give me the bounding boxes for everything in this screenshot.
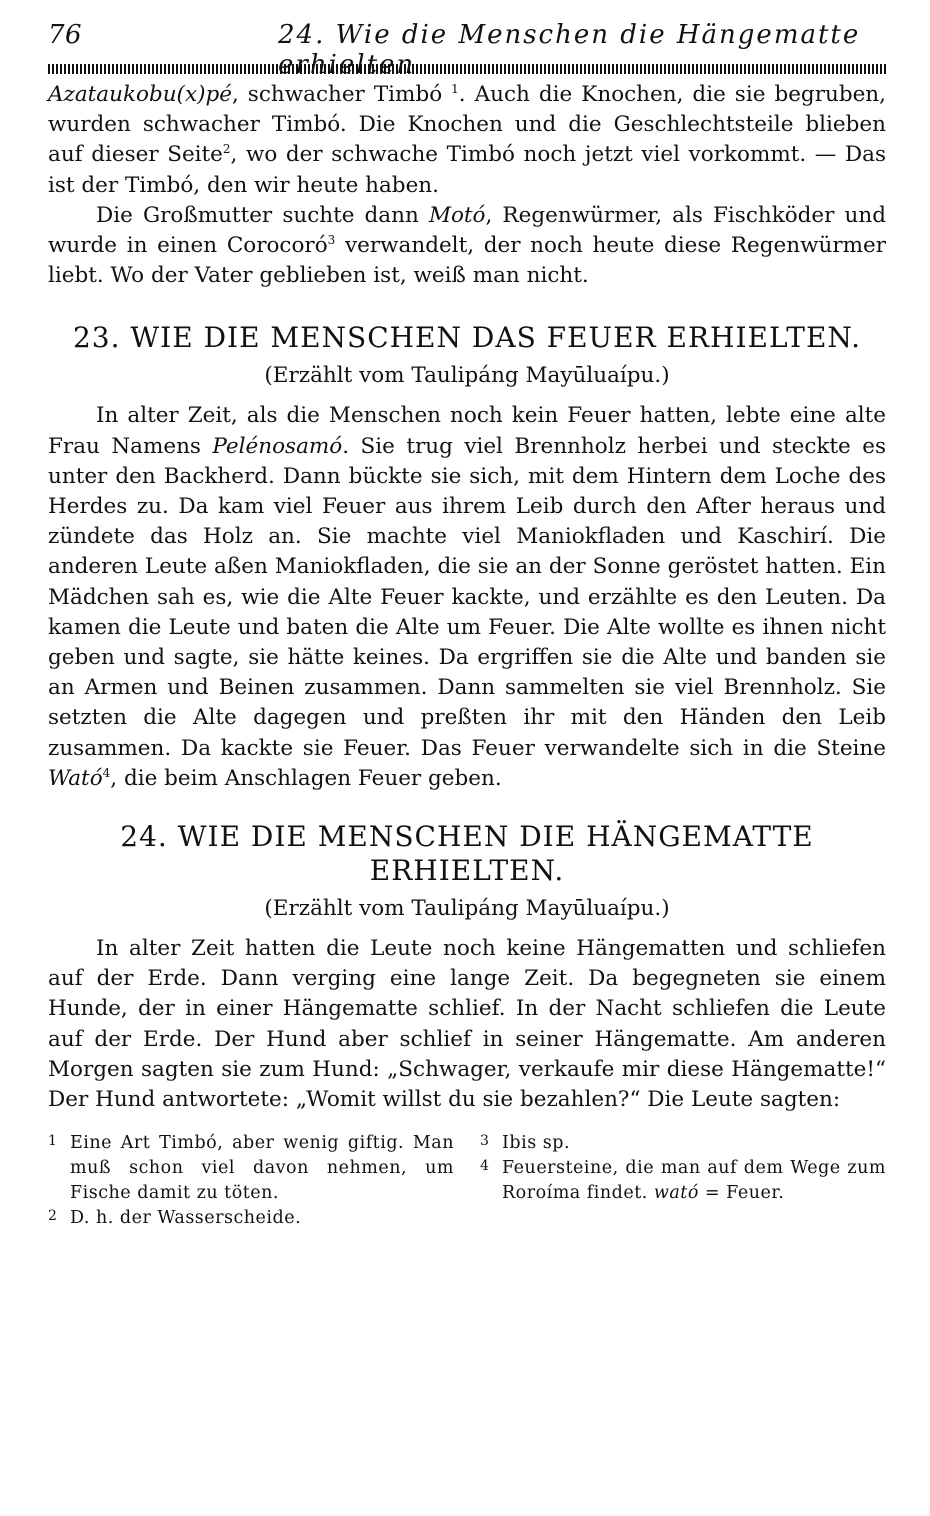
section-title-24	[48, 820, 886, 888]
paragraph-intro-2	[48, 201, 886, 292]
footnote-1	[48, 1131, 454, 1206]
footnote-mark: 2	[48, 1208, 58, 1225]
footnote-text: D. h. der Wasserscheide.	[70, 1208, 302, 1229]
paragraph-story-23	[48, 401, 886, 794]
text-span: , Regenwürmer, als Fischköder und wurde in einen Corocoró	[48, 202, 886, 259]
footnote-mark: 1	[48, 1133, 58, 1150]
section-title-24-line1: 24. WIE DIE MENSCHEN DIE HÄNGEMATTE	[120, 820, 814, 854]
footnote-4	[480, 1156, 886, 1206]
footnote-ref[interactable]: 3	[327, 232, 336, 247]
text-span: . Auch die Knochen, die sie begruben, wurden schwacher Timbó. Die Knochen und die Geschlechtsteile blieben auf dieser Seite	[48, 82, 886, 168]
footnotes	[48, 1131, 886, 1231]
text-span: verwandelt, der noch heute diese Regenwürmer liebt. Wo der Vater geblieben ist, weiß man nicht.	[48, 233, 886, 289]
text-span: = Feuer.	[698, 1183, 785, 1204]
footnote-3	[480, 1131, 886, 1156]
running-title: 24. Wie die Menschen die Hängematte erhielten	[278, 20, 861, 80]
footnote-mark: 4	[480, 1158, 490, 1175]
text-span: In alter Zeit, als die Menschen noch kein Feuer hatten, lebte eine alte Frau Namens	[48, 403, 886, 459]
footnotes-right-column	[480, 1131, 886, 1231]
text-span: . Sie trug viel Brennholz herbei und steckte es unter den Backherd. Dann bückte sie sich, mit dem Hintern dem Loche des Herdes zu. Da kam viel Feuer aus ihrem Leib durch den After heraus und zündete das Holz an. Sie machte viel Maniokfladen und Kaschirí. Die anderen Leute aßen Maniokfladen, die sie an der Sonne geröstet hatten. Ein Mädchen sah es, wie die Alte Feuer kackte, und erzählte es den Leuten. Da kamen die Leute und baten die Alte um Feuer. Die Alte wollte es ihnen nicht geben und sagte, sie hätte keines. Da ergriffen sie die Alte und banden sie an Armen und Beinen zusammen. Dann sammelten sie viel Brennholz. Sie setzten die Alte dagegen und preßten ihr mit den Händen den Leib zusammen. Da kackte sie Feuer. Das Feuer verwandelte sich in die Steine	[48, 433, 887, 761]
narrator-note-24: (Erzählt vom Taulipáng Mayūluaípu.)	[264, 896, 670, 922]
text-span: , wo der schwache Timbó noch jetzt viel vorkommt. — Das ist der Timbó, den wir heute haben.	[48, 142, 886, 198]
footnote-ref[interactable]: 1	[451, 81, 459, 96]
footnote-text: Eine Art Timbó, aber wenig giftig. Man muß schon viel davon nehmen, um Fische damit zu töten.	[70, 1133, 454, 1204]
footnote-text	[502, 1156, 886, 1206]
footnote-2	[48, 1206, 454, 1231]
italic-term: Pelénosamó	[212, 433, 343, 459]
italic-term: Wató	[48, 765, 103, 791]
paragraph-story-24: In alter Zeit hatten die Leute noch keine Hängematten und schliefen auf der Erde. Dann verging eine lange Zeit. Da begegneten sie einem Hunde, der in einer Hängematte schlief. In der Nacht schliefen die Leute auf der Erde. Der Hund aber schlief in seiner Hängematte. Am anderen Morgen sagten sie zum Hund: „Schwager, verkaufe mir diese Hängematte!“ Der Hund antwortete: „Womit willst du sie bezahlen?“ Die Leute sagten:	[48, 936, 886, 1113]
page-number: 76	[48, 20, 83, 50]
italic-term: Motó	[428, 202, 486, 228]
footnote-ref[interactable]: 4	[102, 765, 111, 780]
paragraph-intro-1	[48, 80, 886, 201]
section-title-23: 23. WIE DIE MENSCHEN DAS FEUER ERHIELTEN.	[72, 321, 862, 355]
footnote-mark: 3	[480, 1133, 490, 1150]
book-page	[48, 20, 886, 1231]
italic-term: wató	[653, 1183, 699, 1204]
footnotes-left-column	[48, 1131, 480, 1231]
italic-term: Azataukobu(x)pé	[48, 82, 232, 107]
text-span: , schwacher Timbó	[231, 82, 452, 107]
narrator-note-23: (Erzählt vom Taulipáng Mayūluaípu.)	[264, 363, 670, 389]
running-head	[48, 20, 886, 80]
footnote-ref[interactable]: 2	[222, 142, 231, 157]
text-span: Feuersteine, die man auf dem Wege zum Roroíma findet.	[502, 1158, 886, 1204]
footnote-text: Ibis sp.	[502, 1133, 571, 1154]
text-span: Die Großmutter suchte dann	[96, 202, 429, 228]
section-title-24-line2: ERHIELTEN.	[369, 854, 565, 888]
text-span: , die beim Anschlagen Feuer geben.	[110, 765, 502, 791]
